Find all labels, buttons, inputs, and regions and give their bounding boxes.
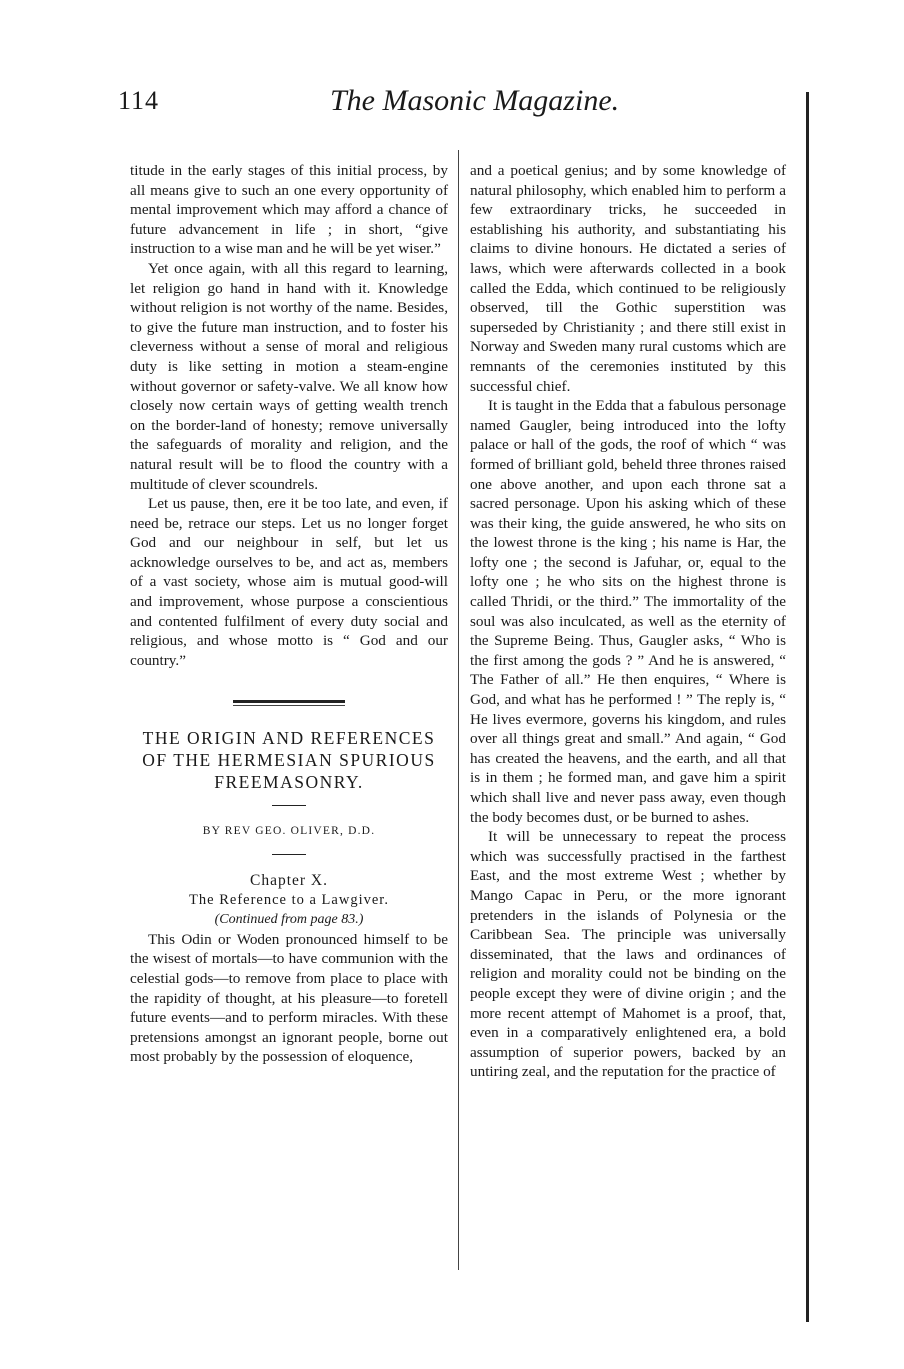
article-title-line: THE ORIGIN AND REFERENCES [142, 728, 436, 749]
page-number: 114 [118, 86, 160, 115]
paragraph: This Odin or Woden pronounced himself to be the wisest of mortals—to have communion with the celestial gods—to remove from place to place with the rapidity of thought, at his pleasure—to foretell future events—and to perform miracles. With these pretensions amongst an ignorant people, borne out most probably by the possession of eloquence, [130, 930, 448, 1066]
chapter-heading: Chapter X. [249, 872, 328, 890]
article-title-line: OF THE HERMESIAN SPURIOUS [142, 750, 436, 771]
title-rule [272, 805, 306, 806]
paragraph: It will be unnecessary to repeat the process which was successfully practised in the farthest East, and the most extreme West ; whether by Mango Capac in Peru, or the more ignorant pretenders in the islands of Polynesia or the Caribbean Sea. The principle was universally disseminated, that the laws and ordinances of religion and morality could not be binding on the people except they were of divine origin ; and the more recent attempt of Mahomet is a proof, that, even in a comparatively enlightened era, a bold assumption of superior powers, backed by an untiring zeal, and the reputation for the practice of [470, 828, 786, 1081]
paragraph: Yet once again, with all this regard to learning, let religion go hand in hand with it. Knowledge without religion is not worthy of the name. Besides, to give the future man instruction, and to foster his cleverness without a sense of moral and religious duty is like setting in motion a steam-engine without governor or safety-valve. We all know how closely now certain ways of getting wealth trench on the border-land of honesty; remove universally the safeguards of morality and religion, and the natural result will be to flood the country with a multitude of clever scoundrels. [130, 259, 448, 493]
running-title: The Masonic Magazine. [330, 84, 620, 117]
paragraph: Let us pause, then, ere it be too late, and even, if need be, retrace our steps. Let us no longer forget God and our neighbour in self, but let us acknowledge ourselves to be, and act as, members of a vast society, whose aim is mutual good-will and improvement, whose purpose a conscientious and contented fulfilment of every duty social and religious, and whose motto is “ God and our country.” [130, 495, 448, 669]
column-divider [458, 150, 459, 1270]
margin-rule [806, 92, 809, 1322]
chapter-title: The Reference to a Lawgiver. [189, 891, 389, 908]
section-divider [233, 700, 345, 703]
article-title-line: FREEMASONRY. [214, 772, 364, 793]
paragraph: It is taught in the Edda that a fabulous personage named Gaugler, being introduced into the lofty palace or hall of the gods, the roof of which “ was formed of brilliant gold, beheld three thrones raised one above another, and upon each throne sat a sacred personage. Upon his asking which of these was their king, the guide answered, he who sits on the lowest throne is the king ; his name is Har, the lofty one ; the second is Jafuhar, or, equal to the lofty one ; he who sits on the highest throne is called Thridi, or the third.” The immortality of the soul was also inculcated, as well as the eternity of the Supreme Being. Thus, Gaugler asks, “ Who is the first among the gods ? ” And he is answered, “ The Father of all.” He then enquires, “ Where is God, and what has he performed ! ” The reply is, “ He lives evermore, governs his kingdom, and rules over all things great and small.” And again, “ God has created the heavens, and the earth, and all that is in them ; he formed man, and gave him a spirit which shall live and never pass away, even though the body becomes dust, or be burned to ashes. [470, 397, 786, 826]
byline-rule [272, 854, 306, 855]
left-column [130, 161, 448, 1067]
right-column [470, 161, 786, 1082]
byline: BY REV GEO. OLIVER, D.D. [202, 825, 376, 838]
paragraph: titude in the early stages of this initial process, by all means give to such an one every opportunity of mental improvement which may afford a chance of future advancement in life ; in short, “give instruction to a wise man and he will be yet wiser.” [130, 162, 448, 258]
continued-note: (Continued from page 83.) [214, 912, 364, 928]
paragraph: and a poetical genius; and by some knowledge of natural philosophy, which enabled him to perform a few extraordinary tricks, he succeeded in establishing his authority, and substantiating his claims to divine honours. He dictated a series of laws, which were afterwards collected in a book called the Edda, which continued to be religiously observed, till the Gothic superstition was superseded by Christianity ; and there still exist in Norway and Sweden many rural customs which are remnants of the ceremonies instituted by this successful chief. [470, 162, 786, 395]
